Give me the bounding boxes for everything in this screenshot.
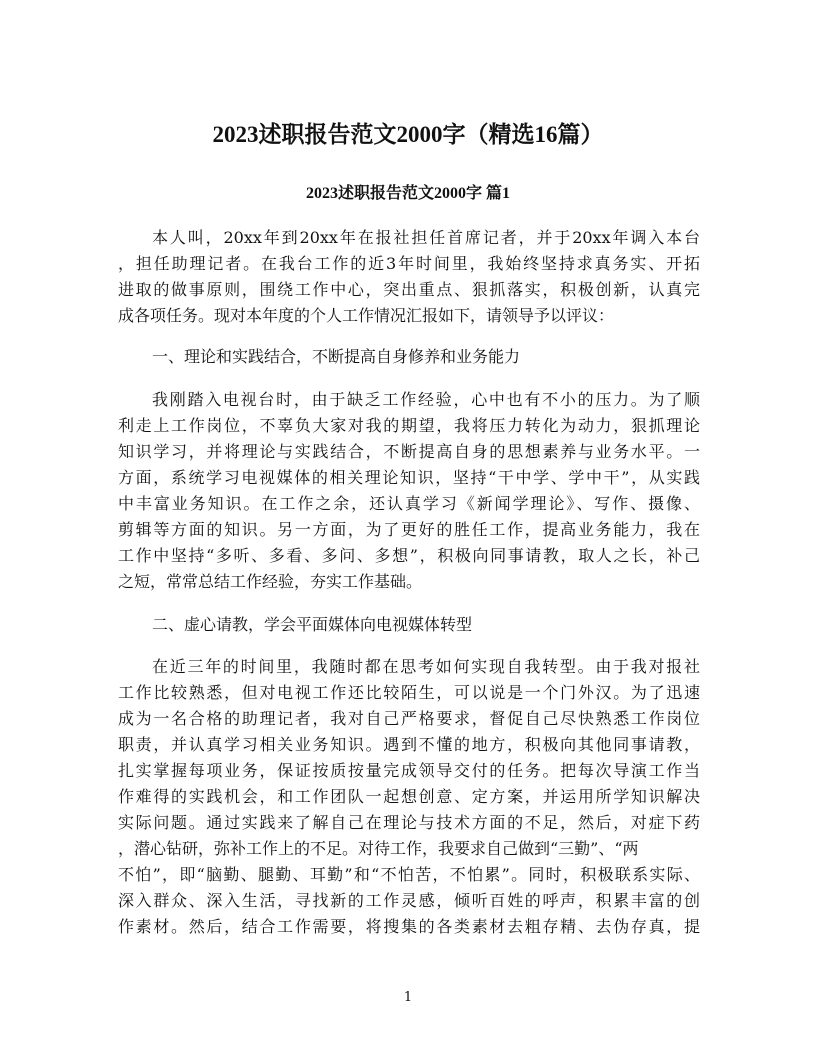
paragraph-line: 我刚踏入电视台时，由于缺乏工作经验，心中也有不小的压力。为了顺 [152, 390, 700, 409]
paragraph-line: 不怕”，即“脑勤、腿勤、耳勤”和“不怕苦，不怕累”。同时，积极联系实际、 [118, 865, 700, 884]
paragraph-line: 中丰富业务知识。在工作之余，还认真学习《新闻学理论》、写作、摄像、 [118, 494, 700, 513]
paragraph-line: 利走上工作岗位，不辜负大家对我的期望，我将压力转化为动力，狠抓理论 [118, 416, 700, 435]
document-title: 2023述职报告范文2000字（精选16篇） [212, 122, 604, 147]
paragraph-line: 本人叫，20xx年到20xx年在报社担任首席记者，并于20xx年调入本台 [152, 228, 700, 247]
paragraph-line: 之短，常常总结工作经验，夯实工作基础。 [118, 572, 423, 591]
paragraph-line: ，潜心钻研，弥补工作上的不足。对待工作，我要求自己做到“三勤”、“两 [118, 839, 639, 858]
paragraph-line: 在近三年的时间里，我随时都在思考如何实现自我转型。由于我对报社 [152, 657, 700, 676]
paragraph-line: 作难得的实践机会，和工作团队一起想创意、定方案，并运用所学知识解决 [118, 787, 700, 806]
section-heading-2: 二、虚心请教，学会平面媒体向电视媒体转型 [152, 615, 473, 634]
paragraph-line: 进取的做事原则，围绕工作中心，突出重点、狠抓落实，积极创新，认真完 [118, 280, 700, 299]
paragraph-line: 实际问题。通过实践来了解自己在理论与技术方面的不足，然后，对症下药 [118, 813, 700, 832]
section-subtitle: 2023述职报告范文2000字 篇1 [305, 185, 510, 202]
paragraph-line: 扎实掌握每项业务，保证按质按量完成领导交付的任务。把每次导演工作当 [118, 761, 700, 780]
paragraph-1 [118, 225, 700, 329]
paragraph-line: 知识学习，并将理论与实践结合，不断提高自身的思想素养与业务水平。一 [118, 442, 700, 461]
paragraph-3 [118, 654, 700, 940]
paragraph-line: 作素材。然后，结合工作需要，将搜集的各类素材去粗存精、去伪存真，提 [118, 917, 700, 936]
paragraph-line: 方面，系统学习电视媒体的相关理论知识，坚持“干中学、学中干”，从实践 [118, 468, 700, 487]
section-heading-1: 一、理论和实践结合，不断提高自身修养和业务能力 [152, 347, 521, 366]
paragraph-2 [118, 387, 700, 595]
paragraph-line: 工作中坚持“多听、多看、多问、多想”，积极向同事请教，取人之长，补己 [118, 546, 700, 565]
paragraph-line: 成为一名合格的助理记者，我对自己严格要求，督促自己尽快熟悉工作岗位 [118, 709, 700, 728]
paragraph-line: 工作比较熟悉，但对电视工作还比较陌生，可以说是一个门外汉。为了迅速 [118, 683, 700, 702]
paragraph-line: 职责，并认真学习相关业务知识。遇到不懂的地方，积极向其他同事请教， [118, 735, 700, 754]
paragraph-line: 剪辑等方面的知识。另一方面，为了更好的胜任工作，提高业务能力，我在 [118, 520, 700, 539]
paragraph-line: 深入群众、深入生活，寻找新的工作灵感，倾听百姓的呼声，积累丰富的创 [118, 891, 700, 910]
paragraph-line: ，担任助理记者。在我台工作的近3年时间里，我始终坚持求真务实、开拓 [118, 254, 700, 273]
paragraph-line: 成各项任务。现对本年度的个人工作情况汇报如下，请领导予以评议： [118, 306, 615, 325]
page-number: 1 [403, 990, 413, 1005]
